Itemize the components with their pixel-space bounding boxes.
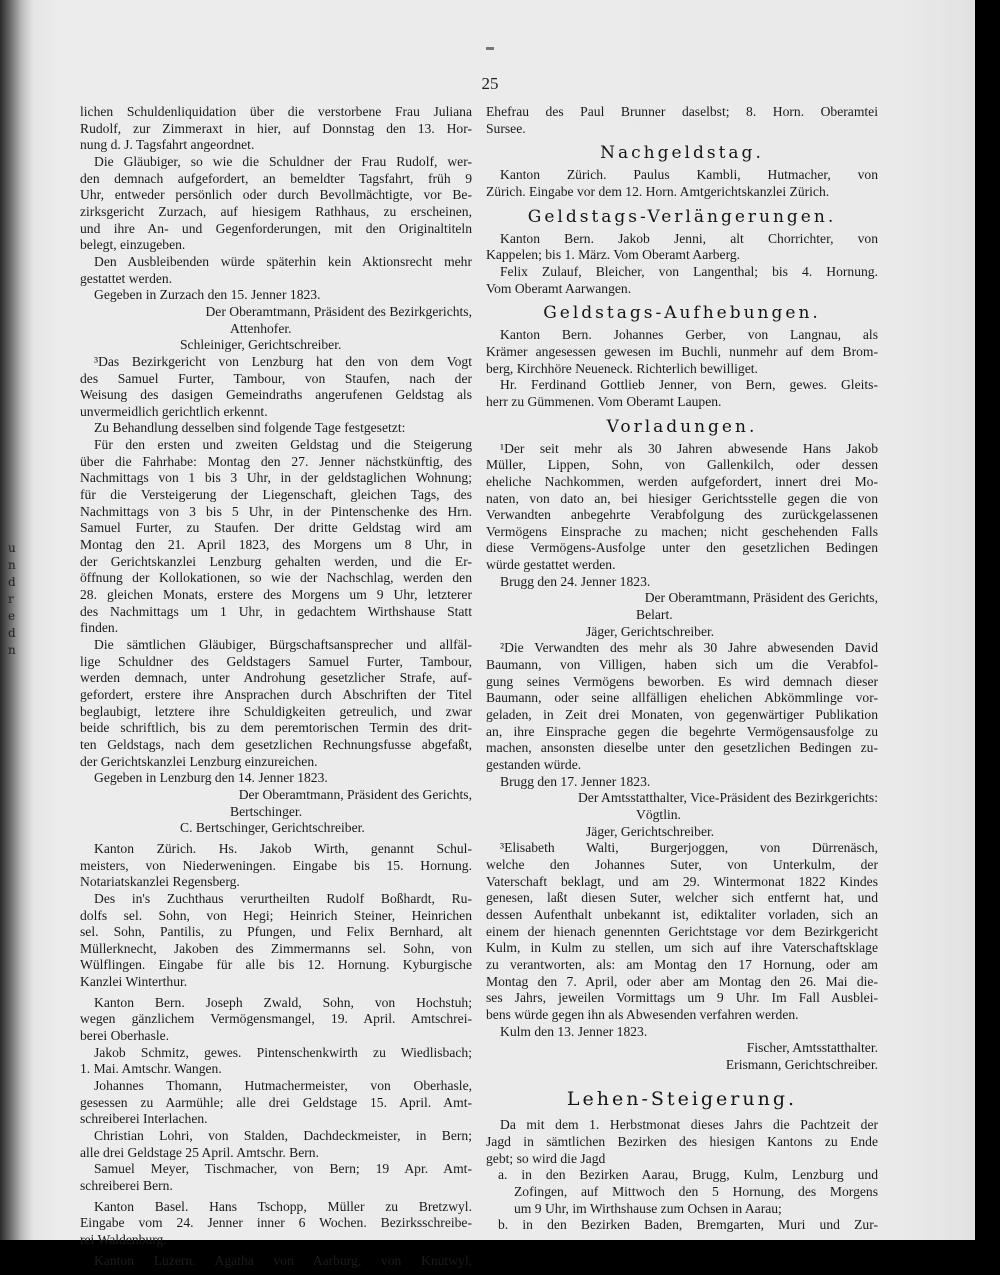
paragraph	[80, 1161, 472, 1194]
paragraph	[486, 167, 878, 200]
text-line: Baumann, oder seine allfälligen ehelichen Abkömmlinge vor-	[486, 690, 878, 706]
edge-letter: e	[8, 609, 16, 623]
text-line: 28. gleichen Monats, erstere des Morgens um 9 Uhr, letzterer	[80, 587, 472, 603]
paragraph	[486, 1024, 878, 1041]
text-line: berg, Kirchhöre Neueneck. Richterlich bewilliget.	[486, 360, 758, 376]
signature-block	[80, 787, 472, 837]
text-line: Samuel Meyer, Tischmacher, von Bern; 19 Apr. Amt-	[94, 1161, 472, 1177]
text-line: b. in den Bezirken Baden, Bremgarten, Muri und Zur-	[498, 1217, 878, 1233]
text-line: diese Vermögens-Ausfolge unter den gesetzlichen Bedingen	[486, 540, 878, 556]
text-line: meisters, von Niederweningen. Eingabe bis 15. Hornung.	[80, 857, 472, 873]
text-line: dolfs sel. Sohn, von Hegi; Heinrich Steiner, Heinrichen	[80, 907, 472, 923]
text-line: Kanton Bern. Johannes Gerber, von Langnau, als	[500, 327, 878, 343]
paragraph	[486, 264, 878, 297]
paragraph	[486, 774, 878, 791]
text-line: Zofingen, auf Mittwoch den 5 Hornung, des Morgens	[514, 1184, 878, 1200]
text-line: Montag den 21. April 1823, des Morgens um 8 Uhr, in	[80, 537, 472, 553]
text-line: Vaterschaft beklagt, und am 29. Wintermonat 1822 Kindes	[486, 873, 878, 889]
paragraph	[486, 104, 878, 137]
edge-letter: u	[8, 541, 16, 555]
text-line: an, ihre Einsprache gegen die begehrte Vermögensausfolge zu	[486, 723, 878, 739]
text-line: ses Jahrs, jeweilen Vormittags um 9 Uhr. Im Fall Ausblei-	[486, 990, 878, 1006]
text-line: Uhr, entweder persönlich oder durch Bevollmächtigte, vor Be-	[80, 187, 472, 203]
text-line: Wülflingen. Eingabe für alle bis 12. Hornung. Kyburgische	[80, 957, 472, 973]
text-line: Verwandten anbegehrte Verabfolgung des zurückgelassenen	[486, 507, 878, 523]
text-line: Weisung des dasigen Gemeindraths angerufenen Geldstag als	[80, 387, 472, 403]
text-line: Krämer angesessen gewesen im Buchli, nunmehr auf dem Brom-	[486, 343, 878, 359]
section-heading: Geldstags-Verlängerungen.	[527, 206, 837, 227]
paragraph	[80, 104, 472, 154]
text-line: Brugg den 24. Jenner 1823.	[500, 573, 651, 589]
text-line: des Nachmittags um 1 Uhr, in gedachtem Wirthshause Statt	[80, 603, 472, 619]
text-line: Der Oberamtmann, Präsident des Gerichts,	[238, 786, 472, 802]
paragraph	[486, 231, 878, 264]
text-line: Johannes Thomann, Hutmachermeister, von Oberhasle,	[94, 1078, 472, 1094]
text-line: wegen gänzlichem Vermögensmangel, 19. April. Amtschrei-	[80, 1011, 472, 1027]
text-line: Kanton Basel. Hans Tschopp, Müller zu Bretzwyl.	[94, 1198, 472, 1214]
text-line: eheliche Nachkommen, werden aufgefordert, innert drei Mo-	[486, 473, 878, 489]
text-line: Jäger, Gerichtschreiber.	[586, 823, 715, 839]
text-line: Kanzlei Winterthur.	[80, 974, 188, 990]
paragraph	[80, 287, 472, 304]
paragraph	[80, 637, 472, 770]
text-line: Fischer, Amtsstatthalter.	[746, 1040, 878, 1056]
text-line: schreiberei Bern.	[80, 1178, 173, 1193]
text-line: Christian Lohri, von Stalden, Dachdeckmeister, in Bern;	[94, 1128, 472, 1144]
text-line: Vermögens Einsprache zu machen; nicht geschehenden Falls	[486, 523, 878, 539]
text-line: und ihre An- und Gegenforderungen, mit den Originaltiteln	[80, 220, 472, 236]
text-line: Der Oberamtmann, Präsident des Bezirkgerichts,	[205, 303, 472, 319]
paragraph	[80, 841, 472, 891]
text-line: den demnach aufgefordert, an bemeldter Tagsfahrt, früh 9	[80, 170, 472, 186]
text-line: Brugg den 17. Jenner 1823.	[500, 773, 651, 789]
paragraph	[80, 354, 472, 421]
paragraph	[486, 640, 878, 773]
text-line: ³Elisabeth Walti, Burgerjoggen, von Dürrenäsch,	[500, 840, 878, 856]
text-line: bens würde gegen ihn als Abwesenden verfahren werden.	[486, 1006, 799, 1022]
text-line: Kulm den 13. Jenner 1823.	[500, 1023, 648, 1039]
text-line: Gegeben in Lenzburg den 14. Jenner 1823.	[94, 770, 328, 786]
text-line: Kanton Zürich. Hs. Jakob Wirth, genannt Schul-	[94, 840, 472, 856]
text-line: naten, von dato an, bei hiesiger Gerichtsstelle gegen die von	[486, 490, 878, 506]
text-line: Die Gläubiger, so wie die Schuldner der Frau Rudolf, wer-	[94, 153, 472, 169]
list-item	[486, 1217, 878, 1234]
text-line: belegt, einzugeben.	[80, 237, 186, 253]
text-line: Kulm, in Kulm zu stellen, um sich auf ihre Vaterschaftsklage	[486, 940, 878, 956]
text-line: Des in's Zuchthaus verurtheilten Rudolf Boßhardt, Ru-	[94, 890, 472, 906]
paragraph	[80, 891, 472, 991]
text-line: berei Oberhasle.	[80, 1028, 170, 1044]
text-line: Da mit dem 1. Herbstmonat dieses Jahrs die Pachtzeit der	[500, 1117, 878, 1133]
text-line: Montag den 7. April, oder aber am Montag den 26. Mai die-	[486, 973, 878, 989]
paragraph	[486, 840, 878, 1023]
paragraph	[80, 1078, 472, 1128]
text-line: Zu Behandlung desselben sind folgende Tage festgesetzt:	[94, 420, 406, 436]
text-line: ³Das Bezirkgericht von Lenzburg hat den von dem Vogt	[94, 353, 472, 369]
signature-block	[486, 590, 878, 640]
section-heading: Vorladungen.	[606, 416, 758, 437]
paragraph	[486, 441, 878, 574]
text-line: alle drei Geldstage 25 April. Amtschr. Bern.	[80, 1144, 319, 1160]
text-line: einem der hienach genennten Gerichtstage vor dem Bezirkgericht	[486, 923, 878, 939]
text-line: beglaubigt, letztere ihre Schuldigkeiten getreulich, und zwar	[80, 703, 472, 719]
text-line: herr zu Gümmenen. Vom Oberamt Laupen.	[486, 393, 722, 409]
text-line: zu verantworten, als: am Montag den 17 Hornung, oder am	[486, 956, 878, 972]
text-line: Vom Oberamt Aarwangen.	[486, 280, 632, 296]
text-line: C. Bertschinger, Gerichtschreiber.	[180, 820, 365, 836]
text-line: gung seines Vermögens beworben. Es wird demnach dieser	[486, 673, 878, 689]
section-heading: Lehen-Steigerung.	[566, 1088, 798, 1111]
text-line: Erismann, Gerichtschreiber.	[725, 1056, 878, 1072]
right-column	[486, 104, 878, 1234]
text-line: Kanton Zürich. Paulus Kambli, Hutmacher, von	[500, 167, 878, 183]
text-line: lige Schuldner des Geldstagers Samuel Furter, Tambour,	[80, 653, 472, 669]
text-line: Müllerknecht, Jakoben des Zimmermanns sel. Sohn, von	[80, 940, 472, 956]
text-line: über die Fahrhabe: Montag den 27. Jenner nächstkünftig, des	[80, 453, 472, 469]
text-line: beide schriftlich, bis zu dem peremtorischen Termin des drit-	[80, 720, 472, 736]
list-item	[486, 1167, 878, 1217]
text-line: welche den Johannes Suter, von Unterkulm, der	[486, 856, 878, 872]
text-line: Rudolf, zur Zimmeraxt in hier, auf Donnstag den 13. Hor-	[80, 120, 472, 136]
signature-block	[80, 304, 472, 354]
text-line: Belart.	[636, 607, 673, 623]
paragraph	[80, 995, 472, 1045]
signature-block	[486, 1040, 878, 1073]
text-line: Müller, Lippen, Sohn, von Gallenkilch, oder dessen	[486, 457, 878, 473]
text-line: Die sämtlichen Gläubiger, Bürgschaftsansprecher und allfäl-	[94, 637, 472, 652]
text-line: genesen, laßt diesen Suter, welcher sich entfernt hat, und	[486, 890, 878, 906]
text-line: Sursee.	[486, 120, 526, 136]
text-line: Der Oberamtmann, Präsident des Gerichts,	[644, 590, 878, 606]
text-line: für die Versteigerung der Liegenschaft, gleichen Tags, des	[80, 487, 472, 503]
edge-letter: r	[8, 592, 14, 606]
text-line: gestattet werden.	[80, 270, 173, 286]
text-line: werden demnach, unter Androhung gesetzlicher Strafe, auf-	[80, 670, 472, 686]
text-line: dessen Aufenthalt unbekannt ist, ediktaliter vorladen, sich an	[486, 906, 878, 922]
edge-letter: n	[8, 643, 16, 657]
text-line: 1. Mai. Amtschr. Wangen.	[80, 1061, 222, 1077]
text-line: Felix Zulauf, Bleicher, von Langenthal; bis 4. Hornung.	[500, 263, 878, 279]
text-line: Jäger, Gerichtschreiber.	[586, 623, 715, 639]
text-line: Nachmittags von 1 bis 3 Uhr, in der geldstaglichen Wohnung;	[80, 470, 472, 486]
text-line: Eingabe vom 24. Jenner inner 6 Wochen. Bezirksschreibe-	[80, 1215, 472, 1231]
text-line: des Samuel Furter, Tambour, von Staufen, nach der	[80, 370, 472, 386]
page-number: 25	[481, 74, 499, 93]
edge-letter: d	[8, 626, 16, 640]
paragraph	[486, 327, 878, 377]
text-line: gefordert, erstere ihre Ansprachen durch Abschriften der Titel	[80, 686, 472, 702]
text-line: a. in den Bezirken Aarau, Brugg, Kulm, Lenzburg und	[498, 1167, 878, 1183]
text-line: Attenhofer.	[230, 320, 292, 336]
text-line: Kanton Bern. Joseph Zwald, Sohn, von Hochstuh;	[94, 994, 472, 1010]
print-mark	[486, 47, 494, 50]
text-line: Baumann, von Villigen, haben sich um die Verabfol-	[486, 657, 878, 673]
text-line: Samuel Furter, zu Staufen. Der dritte Geldstag wird am	[80, 520, 472, 536]
text-line: würde gestattet werden.	[486, 557, 616, 573]
text-line: Kanton Bern. Jakob Jenni, alt Chorrichter, von	[500, 230, 878, 246]
paragraph	[486, 1117, 878, 1167]
edge-letter: n	[8, 558, 16, 572]
edge-letter: d	[8, 575, 16, 589]
text-line: Nachmittags von 3 bis 5 Uhr, in der Pintenschenke des Hrn.	[80, 503, 472, 519]
paragraph	[80, 154, 472, 254]
text-line: Hr. Ferdinand Gottlieb Jenner, von Bern, gewes. Gleits-	[500, 377, 878, 393]
text-line: finden.	[80, 620, 119, 636]
text-line: ¹Der seit mehr als 30 Jahren abwesende Hans Jakob	[500, 440, 878, 456]
text-line: Für den ersten und zweiten Geldstag und die Steigerung	[94, 437, 472, 453]
text-line: Gegeben in Zurzach den 15. Jenner 1823.	[94, 287, 321, 303]
text-line: unvermeidlich gerichtlich erkennt.	[80, 403, 268, 419]
text-line: gebt; so wird die Jagd	[486, 1150, 606, 1166]
text-line: Den Ausbleibenden würde späterhin kein Aktionsrecht mehr	[94, 253, 472, 269]
signature-block	[486, 790, 878, 840]
text-line: rei Waldenburg.	[80, 1231, 167, 1247]
text-line: sel. Sohn, Pantilis, zu Pfungen, und Felix Bernhard, alt	[80, 924, 472, 940]
text-line: Schleiniger, Gerichtschreiber.	[180, 337, 342, 353]
text-line: schreiberei Interlachen.	[80, 1111, 208, 1127]
text-line: der Gerichtskanzlei Lenzburg gehalten werden, und die Er-	[80, 553, 472, 569]
text-line: Jagd in sämtlichen Bezirken des hiesigen Kantons zu Ende	[486, 1134, 878, 1150]
text-line: Vögtlin.	[636, 806, 681, 822]
paragraph	[80, 1045, 472, 1078]
text-line: gestanden würde.	[486, 757, 582, 772]
left-column	[80, 104, 472, 1269]
text-line: Notariatskanzlei Regensberg.	[80, 874, 240, 890]
text-line: der Gerichtskanzlei Lenzburg einzureichen.	[80, 753, 318, 769]
text-line: ten Geldstags, nach dem gesetzlichen Rechnungsfusse abgefaßt,	[80, 736, 472, 752]
text-line: Der Amtsstatthalter, Vice-Präsident des Bezirkgerichts:	[577, 790, 878, 806]
paragraph	[80, 1128, 472, 1161]
text-line: Zürich. Eingabe vor dem 12. Horn. Amtgerichtskanzlei Zürich.	[486, 183, 830, 199]
paragraph	[80, 420, 472, 437]
text-line: Ehefrau des Paul Brunner daselbst; 8. Horn. Oberamtei	[486, 104, 878, 119]
text-line: lichen Schuldenliquidation über die verstorbene Frau Juliana	[80, 104, 472, 119]
paragraph	[80, 770, 472, 787]
paragraph	[486, 574, 878, 591]
paragraph	[80, 1253, 472, 1270]
text-line: um 9 Uhr, im Wirthshause zum Ochsen in Aarau;	[514, 1200, 782, 1216]
adjacent-page-edge	[8, 540, 28, 659]
text-line: Kanton Luzern. Agatha von Aarburg, von Knutwyl,	[94, 1252, 472, 1268]
text-line: öffnung der Kollokationen, so wie der Nachschlag, werden den	[80, 570, 472, 586]
paragraph	[80, 437, 472, 637]
text-line: geladen, in Zeit drei Monaten, von gegenwärtiger Publikation	[486, 707, 878, 723]
text-line: zirksgericht Zurzach, auf hiesigem Rathhaus, zu erscheinen,	[80, 203, 472, 219]
section-heading: Geldstags-Aufhebungen.	[543, 303, 821, 324]
text-line: Jakob Schmitz, gewes. Pintenschenkwirth zu Wiedlisbach;	[94, 1044, 472, 1060]
paragraph	[80, 1199, 472, 1249]
text-line: ²Die Verwandten des mehr als 30 Jahre abwesenden David	[500, 640, 878, 656]
paragraph	[80, 254, 472, 287]
text-line: Kappelen; bis 1. März. Vom Oberamt Aarberg.	[486, 247, 741, 263]
text-line: machen, ansonsten dieselbe unter den gesetzlichen Bedingen zu-	[486, 740, 878, 756]
text-line: nung d. J. Tagsfahrt angeordnet.	[80, 137, 255, 153]
section-heading: Nachgeldstag.	[600, 143, 764, 164]
paragraph	[486, 377, 878, 410]
text-line: gesessen zu Aarmühle; alle drei Geldstage 15. April. Amt-	[80, 1094, 472, 1110]
text-line: Bertschinger.	[230, 803, 303, 819]
